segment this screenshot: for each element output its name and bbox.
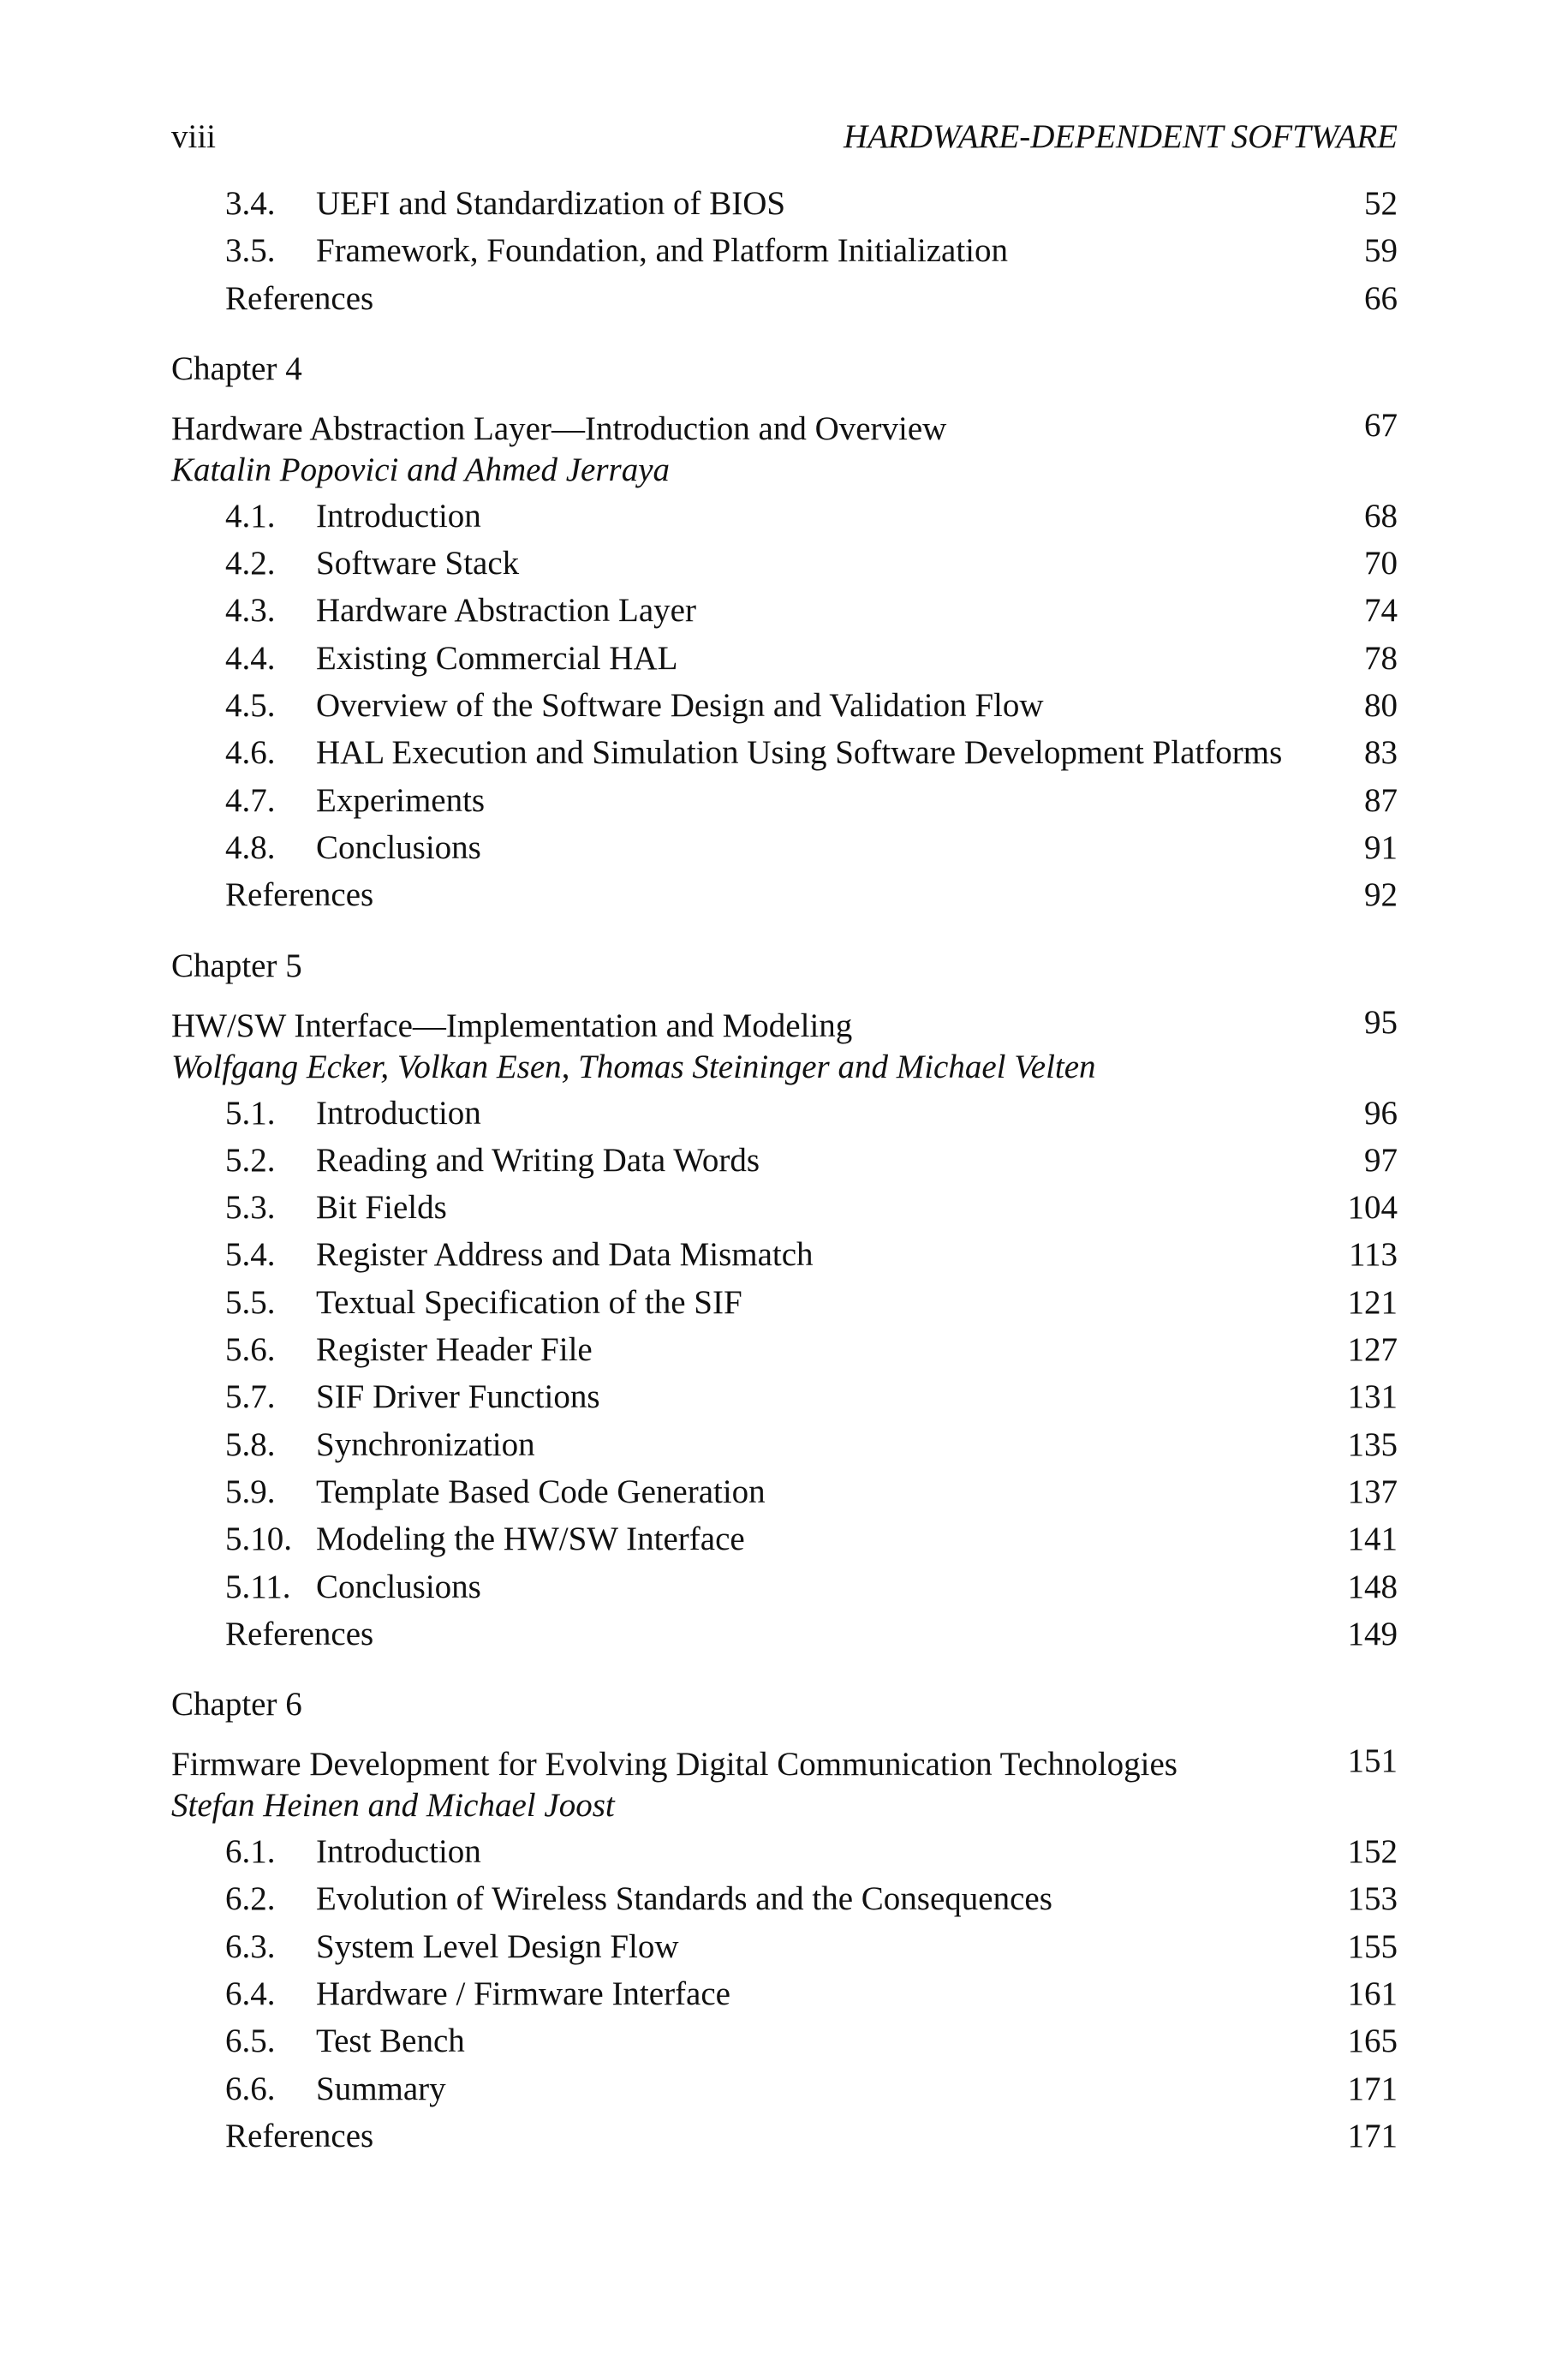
toc-entry[interactable] [171, 1090, 1398, 1137]
section-number: 6.4. [225, 1975, 276, 2013]
page-number: 171 [1347, 2070, 1398, 2107]
page-number: 127 [1347, 1331, 1398, 1369]
page-number: 149 [1347, 1615, 1398, 1652]
page-number: 68 [1364, 497, 1398, 535]
chapter-block [171, 1681, 1398, 2160]
section-number: 6.2. [225, 1880, 276, 1918]
section-title: Summary [316, 2070, 446, 2107]
section-title: UEFI and Standardization of BIOS [316, 185, 786, 222]
toc-entry[interactable] [171, 777, 1398, 824]
page-number: 78 [1364, 639, 1398, 677]
section-number: 5.3. [225, 1189, 276, 1227]
section-number: 4.8. [225, 828, 276, 866]
toc-entry[interactable] [171, 540, 1398, 587]
section-number: 3.4. [225, 185, 276, 222]
section-number: 5.4. [225, 1236, 276, 1274]
section-title: Conclusions [316, 1568, 481, 1605]
section-number: 4.2. [225, 545, 276, 583]
page-number: 161 [1347, 1975, 1398, 2013]
section-number: 6.5. [225, 2022, 276, 2060]
chapter-page-number: 67 [1364, 406, 1398, 444]
section-title: Software Stack [316, 545, 520, 583]
section-number: 4.6. [225, 734, 276, 772]
section-number: 4.5. [225, 687, 276, 725]
page-number: 59 [1364, 232, 1398, 270]
toc-entry[interactable] [171, 1563, 1398, 1610]
section-title: References [225, 279, 374, 317]
section-title: Introduction [316, 497, 481, 535]
toc-entry[interactable] [171, 1231, 1398, 1278]
section-title: Conclusions [316, 828, 481, 866]
chapter-authors: Stefan Heinen and Michael Joost [171, 1787, 615, 1825]
chapter-page-number: 95 [1364, 1003, 1398, 1041]
chapter-authors: Katalin Popovici and Ahmed Jerraya [171, 451, 671, 488]
section-number: 5.5. [225, 1283, 276, 1321]
page-number: 121 [1347, 1283, 1398, 1321]
toc-entry[interactable] [171, 1279, 1398, 1326]
page-number: 171 [1347, 2117, 1398, 2154]
section-title: Existing Commercial HAL [316, 639, 678, 677]
chapter-label: Chapter 4 [171, 350, 302, 387]
continued-section [171, 180, 1398, 322]
chapter-block [171, 942, 1398, 1658]
section-title: Hardware Abstraction Layer [316, 592, 696, 630]
section-number: 3.5. [225, 232, 276, 270]
section-title: Introduction [316, 1094, 481, 1132]
chapter-authors: Wolfgang Ecker, Volkan Esen, Thomas Steininger and Michael Velten [171, 1048, 1096, 1085]
section-number: 6.3. [225, 1927, 276, 1965]
toc-entry[interactable] [171, 1326, 1398, 1373]
page-number: 91 [1364, 828, 1398, 866]
section-number: 4.1. [225, 497, 276, 535]
section-title: Template Based Code Generation [316, 1473, 766, 1510]
page-number: 83 [1364, 734, 1398, 772]
section-title: Hardware / Firmware Interface [316, 1975, 730, 2013]
page-number: 137 [1347, 1473, 1398, 1510]
section-title: Experiments [316, 781, 486, 819]
toc-entry[interactable] [171, 1184, 1398, 1231]
page-number: 155 [1347, 1927, 1398, 1965]
toc-entry[interactable] [171, 1137, 1398, 1184]
toc-entry[interactable] [171, 275, 1398, 322]
section-title: Introduction [316, 1833, 481, 1871]
toc-entry[interactable] [171, 1610, 1398, 1658]
toc-entry[interactable] [171, 180, 1398, 227]
toc-entry[interactable] [171, 2112, 1398, 2160]
page-number: 165 [1347, 2022, 1398, 2060]
section-title: Modeling the HW/SW Interface [316, 1521, 745, 1558]
section-number: 4.7. [225, 781, 276, 819]
book-title: HARDWARE-DEPENDENT SOFTWARE [844, 118, 1398, 155]
toc-entry[interactable] [171, 1923, 1398, 1970]
section-number: 4.4. [225, 639, 276, 677]
page-number: 141 [1347, 1521, 1398, 1558]
section-title: Synchronization [316, 1425, 535, 1463]
chapter-block [171, 345, 1398, 919]
toc-entry[interactable] [171, 871, 1398, 918]
toc-entry[interactable] [171, 635, 1398, 682]
toc-entry[interactable] [171, 824, 1398, 871]
section-number: 6.1. [225, 1833, 276, 1871]
section-title: Register Header File [316, 1331, 593, 1369]
toc-entry[interactable] [171, 1468, 1398, 1515]
section-number: 5.6. [225, 1331, 276, 1369]
toc-entry[interactable] [171, 1421, 1398, 1468]
chapter-title-row[interactable] [171, 1003, 1398, 1047]
section-number: 6.6. [225, 2070, 276, 2107]
section-title: Bit Fields [316, 1189, 447, 1227]
section-title: HAL Execution and Simulation Using Software Development Platforms [316, 734, 1283, 772]
section-number: 5.9. [225, 1473, 276, 1510]
section-title: Framework, Foundation, and Platform Initialization [316, 232, 1009, 270]
page-number: 104 [1347, 1189, 1398, 1227]
section-number: 5.10. [225, 1521, 292, 1558]
page-folio: viii [171, 118, 217, 155]
page-number: 92 [1364, 876, 1398, 914]
section-title: References [225, 1615, 374, 1652]
section-number: 5.7. [225, 1378, 276, 1416]
chapter-title: Hardware Abstraction Layer—Introduction and Overview [171, 409, 947, 447]
toc-entry[interactable] [171, 1373, 1398, 1420]
chapter-title-row[interactable] [171, 406, 1398, 450]
page-number: 70 [1364, 545, 1398, 583]
section-number: 4.3. [225, 592, 276, 630]
page-number: 87 [1364, 781, 1398, 819]
toc-entry[interactable] [171, 2017, 1398, 2064]
section-number: 5.2. [225, 1141, 276, 1179]
section-title: References [225, 2117, 374, 2154]
page-number: 131 [1347, 1378, 1398, 1416]
page-number: 148 [1347, 1568, 1398, 1605]
section-title: Test Bench [316, 2022, 465, 2060]
toc-entry[interactable] [171, 587, 1398, 634]
page-number: 66 [1364, 279, 1398, 317]
section-title: Overview of the Software Design and Validation Flow [316, 687, 1044, 725]
page-number: 52 [1364, 185, 1398, 222]
page-number: 153 [1347, 1880, 1398, 1918]
page-number: 96 [1364, 1094, 1398, 1132]
chapter-title: Firmware Development for Evolving Digital Communication Technologies [171, 1746, 1177, 1784]
chapter-label: Chapter 5 [171, 947, 302, 984]
toc-entry[interactable] [171, 1970, 1398, 2017]
toc-entry[interactable] [171, 1828, 1398, 1875]
chapter-page-number: 151 [1347, 1742, 1398, 1780]
section-title: Textual Specification of the SIF [316, 1283, 742, 1321]
toc-entry[interactable] [171, 2065, 1398, 2112]
section-number: 5.11. [225, 1568, 291, 1605]
chapter-title-row[interactable] [171, 1744, 1398, 1785]
running-head [171, 111, 1398, 163]
section-title: Reading and Writing Data Words [316, 1141, 760, 1179]
section-title: System Level Design Flow [316, 1927, 679, 1965]
page-number: 80 [1364, 687, 1398, 725]
chapter-label: Chapter 6 [171, 1686, 302, 1724]
section-title: Register Address and Data Mismatch [316, 1236, 814, 1274]
page-number: 113 [1348, 1236, 1398, 1274]
page-number: 97 [1364, 1141, 1398, 1179]
toc-entry[interactable] [171, 493, 1398, 540]
toc-entry[interactable] [171, 729, 1398, 776]
toc-page [171, 111, 1398, 2160]
page-number: 152 [1347, 1833, 1398, 1871]
page-number: 74 [1364, 592, 1398, 630]
page-number: 135 [1347, 1425, 1398, 1463]
section-title: SIF Driver Functions [316, 1378, 600, 1416]
toc-entry[interactable] [171, 682, 1398, 729]
chapter-title: HW/SW Interface—Implementation and Modeling [171, 1007, 853, 1044]
section-title: References [225, 876, 374, 914]
section-title: Evolution of Wireless Standards and the Consequences [316, 1880, 1052, 1918]
toc-entry[interactable] [171, 227, 1398, 274]
section-number: 5.8. [225, 1425, 276, 1463]
toc-entry[interactable] [171, 1515, 1398, 1562]
chapters-list [171, 322, 1398, 2160]
toc-entry[interactable] [171, 1875, 1398, 1922]
section-number: 5.1. [225, 1094, 276, 1132]
